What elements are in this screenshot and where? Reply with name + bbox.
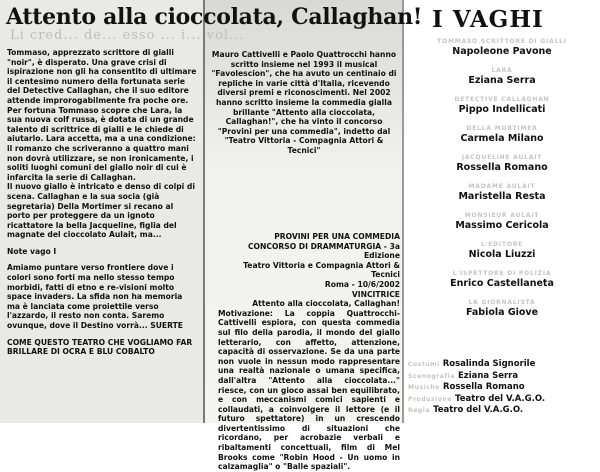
closing-statement: COME QUESTO TEATRO CHE VOGLIAMO FAR BRILLARE DI OCRA E BLU COBALTO: [7, 337, 193, 357]
synopsis-paragraph: Per fortuna Tommaso scopre che Lara, la sua nuova colf russa, è dotata di un grande talento di scrittrice di gialli e le chiede di aiutarlo. Lara accetta, ma a una condizione: il romanzo che scriveranno a quattro mani non dovrà utilizzare, se non ironicamente, i soliti luoghi comuni del giallo noir di cui è infarcita la serie di Callaghan.: [7, 105, 196, 182]
synopsis-text: [7, 48, 197, 357]
credit-row: [408, 405, 594, 417]
award-line: CONCORSO DI DRAMMATURGIA - 3a Edizione: [247, 241, 400, 261]
authors-intro: Mauro Cattivelli e Paolo Quattrocchi hanno scritto insieme nel 1993 il musical "Favolescion", che ha avuto un centinaio di repliche in varie città d'Italia, ricevendo diversi premi e riconoscimenti. Nel 2002 hanno scritto insieme la commedia gialla brillante "Attento alla cioccolata, Callaghan!", che ha vinto il concorso "Provini per una commedia", indetto dal "Teatro Vittoria - Compagnia Attori & Tecnici": [211, 50, 397, 155]
credit-row: [408, 382, 594, 394]
award-line: PROVINI PER UNA COMMEDIA: [274, 232, 400, 241]
cast-actor: Massimo Cericola: [455, 220, 549, 231]
credit-name: Teatro del V.A.G.O.: [433, 405, 524, 415]
award-line: Roma - 10/6/2002: [324, 279, 400, 289]
credit-role: Costumi: [408, 361, 440, 368]
cast-role: DETECTIVE CALLAGHAN: [454, 96, 550, 103]
award-line: Attento alla cioccolata, Callaghan!: [252, 299, 400, 309]
notes-heading: Note vago I: [7, 246, 57, 256]
credit-name: Rossella Romano: [442, 382, 525, 392]
credit-row: [408, 371, 594, 383]
award-line: Teatro Vittoria e Compagnia Attori & Tecnici: [243, 260, 400, 280]
company-heading: I VAGHI: [432, 6, 544, 33]
credit-row: [408, 394, 594, 406]
credit-name: Eziana Serra: [457, 370, 519, 381]
cast-role: MADAME AULAIT: [468, 183, 536, 190]
cast-role: LA GIORNALISTA: [468, 299, 536, 306]
play-title: Attento alla cioccolata, Callaghan!: [6, 4, 423, 30]
award-motivation: Motivazione: La coppia Quattrocchi-Cattivelli espiora, con questa commedia sul filo della parodia, il mondo del giallo letterario, con affetto, attenzione, capacità di osservazione. Se da una parte non vuole in nessun modo rappresentare una realtà nazionale o umana specifica, dall'altra "Attento alla cioccolata..." riesce, con un gioco assai ben equilibrato, e con meccanismi comici sapienti e collaudati, a coinvolgere il lettore (e il futuro spettatore) in un crescendo divertentissimo di situazioni che ricordano, per acrobazie verbali e ribaltamenti concettuali, film di Mel Brooks come "Robin Hood - Un uomo in calzamaglia" o "Balle spaziali".: [218, 308, 400, 472]
credits-list: [408, 359, 594, 417]
synopsis-paragraph: Tommaso, apprezzato scrittore di gialli "noir", è disperato. Una grave crisi di ispirazione non gli ha consentito di ultimare il centesimo numero della fortunata serie del Detective Callaghan, che il suo editore attende improrogabilmente fra poche ore.: [7, 48, 197, 105]
cast-role: TOMMASO SCRITTORE DI GIALLI: [437, 38, 567, 45]
cast-role: MONSIEUR AULAIT: [464, 212, 540, 219]
credit-name: Teatro del V.A.G.O.: [455, 393, 546, 404]
faded-subtitle: Li cred... de... esso ... i... vol...: [10, 28, 245, 43]
award-line: VINCITRICE: [351, 289, 400, 299]
credit-role: Scenografia: [408, 372, 455, 380]
award-block: [218, 232, 400, 472]
cast-role: LARA: [491, 67, 513, 74]
cast-role: DELLA MORTIMER: [466, 125, 538, 132]
cast-actor: Pippo Indellicati: [458, 104, 546, 115]
cast-actor: Napoleone Pavone: [452, 46, 552, 57]
synopsis-paragraph: Il nuovo giallo è intricato e denso di colpi di scena. Callaghan e la sua socia (già segretaria) Della Mortimer si recano al porto per proteggere da un ignoto ricattatore la bella Jacqueline, figlia del magnate del cioccolato Aulait, ma...: [7, 182, 195, 240]
cast-actor: Enrico Castellaneta: [450, 278, 554, 289]
cast-actor: Fabiola Giove: [465, 307, 539, 318]
cast-role: JACQUELINE AULAIT: [461, 154, 543, 161]
credit-role: Produzione: [408, 395, 453, 403]
cast-role: L'EDITORE: [480, 241, 524, 248]
credit-name: Rosalinda Signorile: [442, 359, 536, 369]
credit-role: Musiche: [408, 384, 440, 391]
cast-actor: Maristella Resta: [458, 191, 546, 202]
credit-row: [408, 359, 594, 371]
cast-role: L'ISPETTORE DI POLIZIA: [452, 270, 552, 277]
credit-role: Regia: [408, 407, 431, 414]
fold-line: [402, 0, 404, 423]
fold-line: [203, 0, 205, 423]
cast-actor: Carmela Milano: [460, 133, 544, 144]
cast-actor: Rossella Romano: [456, 162, 548, 173]
notes-paragraph: Amiamo puntare verso frontiere dove i colori sono forti ma nello stesso tempo morbidi, fatti di etno e re-visioni molto space invaders. La sfida non ha memoria ma è lanciata come proiettile verso l'azzardo, il resto non conta. Saremo ovunque, dove il Destino vorrà... SUERTE: [7, 263, 183, 331]
cast-actor: Nicola Liuzzi: [468, 249, 536, 260]
cast-list: [410, 38, 594, 328]
cast-actor: Eziana Serra: [468, 75, 536, 86]
